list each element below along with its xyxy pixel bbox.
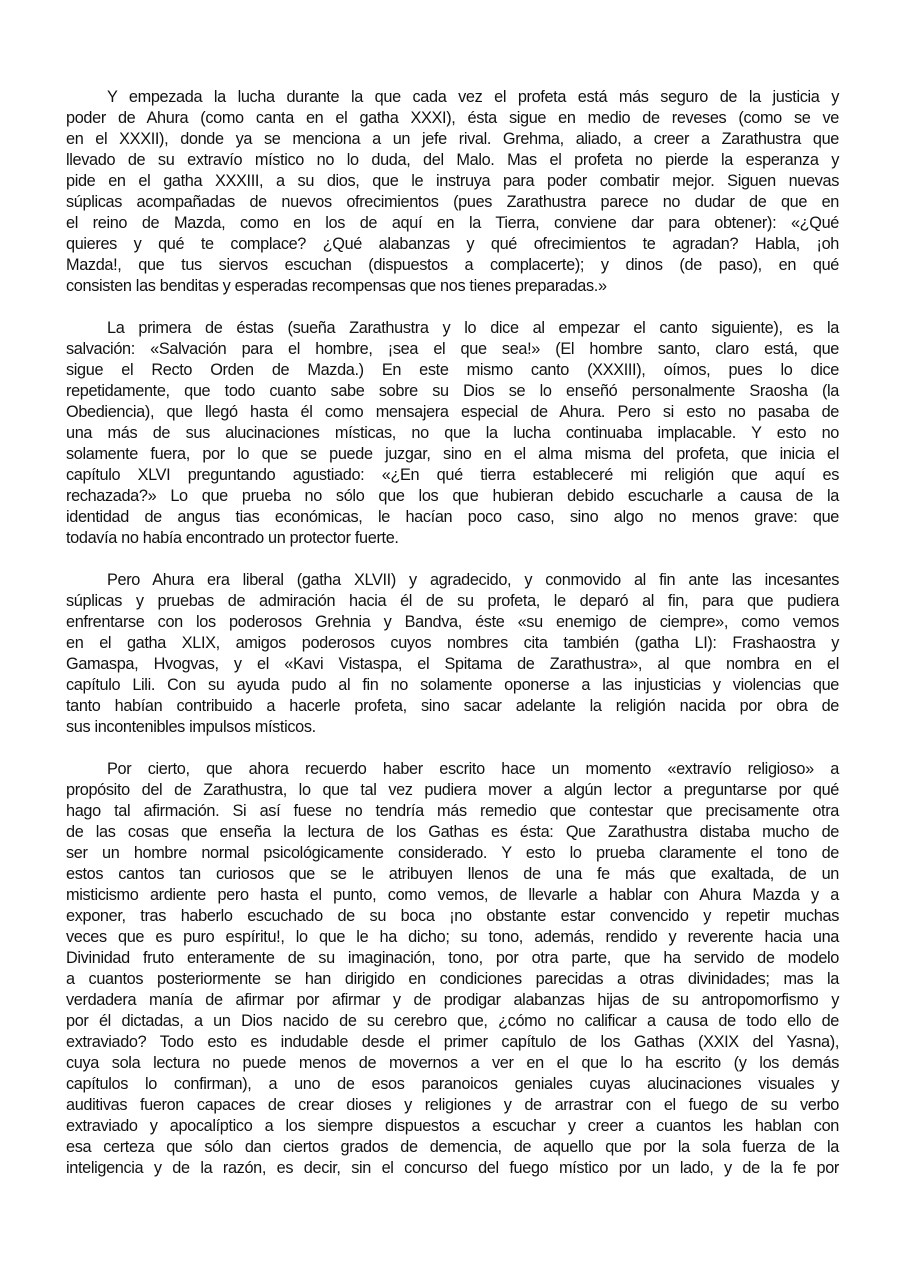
text-line: Pero Ahura era liberal (gatha XLVII) y agradecido, y conmovido al fin ante las incesantes — [107, 571, 839, 589]
text-line: sigue el Recto Orden de Mazda.) En este mismo canto (XXXIII), oímos, pues lo dice — [66, 361, 839, 379]
text-line: Por cierto, que ahora recuerdo haber escrito hace un momento «extravío religioso» a — [107, 760, 839, 778]
text-line: esa certeza que sólo dan ciertos grados de demencia, de aquello que por la sola fuerza de la — [66, 1138, 839, 1156]
text-line: por él dictadas, a un Dios nacido de su cerebro que, ¿cómo no calificar a causa de todo ello de — [66, 1012, 839, 1030]
text-line: hago tal afirmación. Si así fuese no tendría más remedio que contestar que precisamente otra — [66, 802, 839, 820]
text-line: Gamaspa, Hvogvas, y el «Kavi Vistaspa, el Spitama de Zarathustra», al que nombra en el — [66, 655, 839, 673]
text-line: capítulos lo confirman), a uno de esos paranoicos geniales cuyas alucinaciones visuales y — [66, 1075, 839, 1093]
text-line: en el XXXII), donde ya se menciona a un jefe rival. Grehma, aliado, a creer a Zarathustra que — [66, 130, 839, 148]
text-line: el reino de Mazda, como en los de aquí en la Tierra, conviene dar para obtener): «¿Qué — [66, 214, 839, 232]
text-line: extraviado y apocalíptico a los siempre dispuestos a escuchar y creer a cuantos les hablan con — [66, 1117, 839, 1135]
text-line: identidad de angus tias económicas, le hacían poco caso, sino algo no menos grave: que — [66, 508, 839, 526]
text-line: rechazada?» Lo que prueba no sólo que los que hubieran debido escucharle a causa de la — [66, 487, 839, 505]
text-line: inteligencia y de la razón, es decir, sin el concurso del fuego místico por un lado, y de la fe por — [66, 1159, 839, 1177]
paragraph — [66, 318, 839, 549]
paragraph — [66, 87, 839, 297]
text-line: sus incontenibles impulsos místicos. — [66, 718, 316, 736]
paragraph — [66, 759, 839, 1179]
text-line: una más de sus alucinaciones místicas, no que la lucha continuaba implacable. Y esto no — [66, 424, 839, 442]
document-page — [66, 87, 839, 1200]
text-line: estos cantos tan curiosos que se le atribuyen llenos de una fe más que exaltada, de un — [66, 865, 839, 883]
text-line: Mazda!, que tus siervos escuchan (dispuestos a complacerte); y dinos (de paso), en qué — [66, 256, 839, 274]
text-line: propósito del de Zarathustra, lo que tal vez pudiera mover a algún lector a preguntarse por qué — [66, 781, 839, 799]
text-line: salvación: «Salvación para el hombre, ¡sea el que sea!» (El hombre santo, claro está, que — [66, 340, 839, 358]
text-line: capítulo Lili. Con su ayuda pudo al fin no solamente oponerse a las injusticias y violencias que — [66, 676, 839, 694]
text-line: extraviado? Todo esto es indudable desde el primer capítulo de los Gathas (XXIX del Yasna), — [66, 1033, 839, 1051]
text-line: súplicas acompañadas de nuevos ofrecimientos (pues Zarathustra parece no dudar de que en — [66, 193, 839, 211]
text-line: solamente fuera, por lo que se puede juzgar, sino en el alma misma del profeta, que inicia el — [66, 445, 839, 463]
text-line: ser un hombre normal psicológicamente considerado. Y esto lo prueba claramente el tono de — [66, 844, 839, 862]
text-line: veces que es puro espíritu!, lo que le ha dicho; su tono, además, rendido y reverente hacia una — [66, 928, 839, 946]
text-line: en el gatha XLIX, amigos poderosos cuyos nombres cita también (gatha LI): Frashaostra y — [66, 634, 839, 652]
text-line: pide en el gatha XXXIII, a su dios, que le instruya para poder combatir mejor. Siguen nuevas — [66, 172, 839, 190]
text-line: tanto habían contribuido a hacerle profeta, sino sacar adelante la religión nacida por obra de — [66, 697, 839, 715]
text-line: Obediencia), que llegó hasta él como mensajera especial de Ahura. Pero si esto no pasaba de — [66, 403, 839, 421]
text-line: llevado de su extravío místico no lo duda, del Malo. Mas el profeta no pierde la esperanza y — [66, 151, 839, 169]
text-line: Y empezada la lucha durante la que cada vez el profeta está más seguro de la justicia y — [107, 88, 839, 106]
text-line: a cuantos posteriormente se han dirigido en condiciones parecidas a otras divinidades; mas la — [66, 970, 839, 988]
text-line: capítulo XLVI preguntando agustiado: «¿En qué tierra estableceré mi religión que aquí es — [66, 466, 839, 484]
text-line: misticismo ardiente pero hasta el punto, como vemos, de llevarle a hablar con Ahura Mazda y a — [66, 886, 839, 904]
text-line: Divinidad fruto enteramente de su imaginación, tono, por otra parte, que ha servido de modelo — [66, 949, 839, 967]
text-line: súplicas y pruebas de admiración hacia él de su profeta, le deparó al fin, para que pudiera — [66, 592, 839, 610]
text-line: de las cosas que enseña la lectura de los Gathas es ésta: Que Zarathustra distaba mucho de — [66, 823, 839, 841]
text-line: La primera de éstas (sueña Zarathustra y lo dice al empezar el canto siguiente), es la — [107, 319, 839, 337]
text-line: quieres y qué te complace? ¿Qué alabanzas y qué ofrecimientos te agradan? Habla, ¡oh — [66, 235, 839, 253]
text-line: todavía no había encontrado un protector fuerte. — [66, 529, 399, 547]
text-line: enfrentarse con los poderosos Grehnia y Bandva, éste «su enemigo de ciempre», como vemos — [66, 613, 839, 631]
text-line: poder de Ahura (como canta en el gatha XXXI), ésta sigue en medio de reveses (como se ve — [66, 109, 839, 127]
text-line: consisten las benditas y esperadas recompensas que nos tienes preparadas.» — [66, 277, 607, 295]
text-line: exponer, tras haberlo escuchado de su boca ¡no obstante estar convencido y repetir muchas — [66, 907, 839, 925]
text-line: verdadera manía de afirmar por afirmar y de prodigar alabanzas hijas de su antropomorfismo y — [66, 991, 839, 1009]
text-line: repetidamente, que todo cuanto sabe sobre su Dios se lo enseñó personalmente Sraosha (la — [66, 382, 839, 400]
text-line: auditivas fueron capaces de crear dioses y religiones y de arrastrar con el fuego de su verbo — [66, 1096, 839, 1114]
text-line: cuya sola lectura no puede menos de movernos a ver en el que lo ha escrito (y los demás — [66, 1054, 839, 1072]
paragraph — [66, 570, 839, 738]
